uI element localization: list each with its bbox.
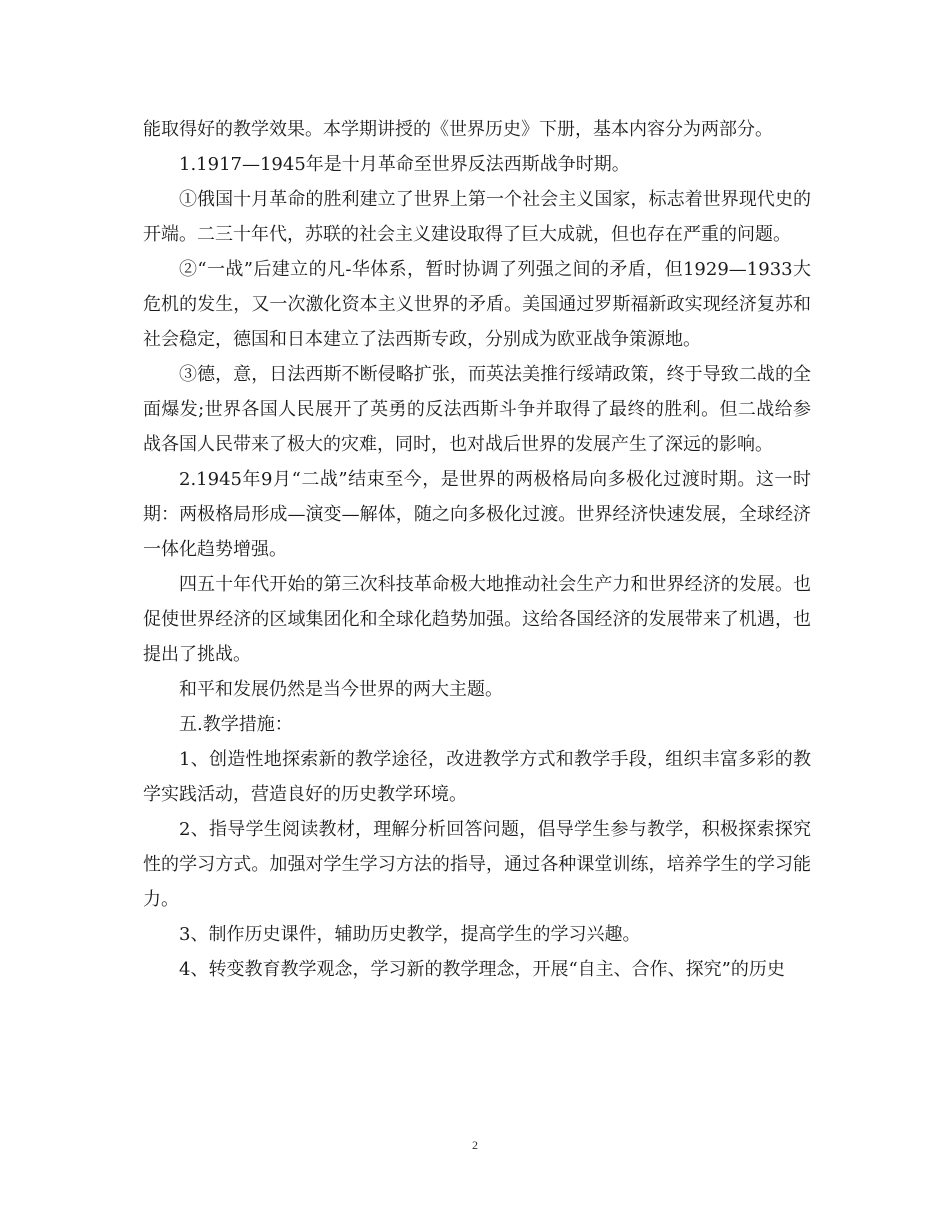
page-number: 2 [472,1138,478,1152]
paragraph-tech-revolution: 四五十年代开始的第三次科技革命极大地推动社会生产力和世界经济的发展。也促使世界经济的区域集团化和全球化趋势加强。这给各国经济的发展带来了机遇，也提出了挑战。 [143,574,811,665]
paragraph-section-1-heading: 1.1917—1945年是十月革命至世界反法西斯战争时期。 [179,154,630,175]
paragraph-item-2: ②“一战”后建立的凡-华体系，暂时协调了列强之间的矛盾，但1929—1933大危机的发生，又一次激化资本主义世界的矛盾。美国通过罗斯福新政实现经济复苏和社会稳定，德国和日本建立了法西斯专政，分别成为欧亚战争策源地。 [143,259,811,350]
paragraph-measure-4: 4、转变教育教学观念，学习新的教学理念，开展“自主、合作、探究”的历史 [179,959,785,980]
heading-teaching-measures: 五.教学措施： [179,714,293,735]
document-body [143,112,811,987]
paragraph-section-2-heading: 2.1945年9月“二战”结束至今，是世界的两极格局向多极化过渡时期。这一时期：两极格局形成—演变—解体，随之向多极化过渡。世界经济快速发展，全球经济一体化趋势增强。 [143,469,811,560]
paragraph-peace-development: 和平和发展仍然是当今世界的两大主题。 [179,679,503,700]
paragraph-continuation: 能取得好的教学效果。本学期讲授的《世界历史》下册，基本内容分为两部分。 [143,119,773,140]
paragraph-measure-1: 1、创造性地探索新的教学途径，改进教学方式和教学手段，组织丰富多彩的教学实践活动，营造良好的历史教学环境。 [143,749,811,805]
paragraph-item-1: ①俄国十月革命的胜利建立了世界上第一个社会主义国家，标志着世界现代史的开端。二三十年代，苏联的社会主义建设取得了巨大成就，但也存在严重的问题。 [143,189,811,245]
paragraph-measure-3: 3、制作历史课件，辅助历史教学，提高学生的学习兴趣。 [179,924,641,945]
paragraph-item-3: ③德，意，日法西斯不断侵略扩张，而英法美推行绥靖政策，终于导致二战的全面爆发;世界各国人民展开了英勇的反法西斯斗争并取得了最终的胜利。但二战给参战各国人民带来了极大的灾难，同时，也对战后世界的发展产生了深远的影响。 [143,364,811,455]
paragraph-measure-2: 2、指导学生阅读教材，理解分析回答问题，倡导学生参与教学，积极探索探究性的学习方式。加强对学生学习方法的指导，通过各种课堂训练，培养学生的学习能力。 [143,819,811,910]
